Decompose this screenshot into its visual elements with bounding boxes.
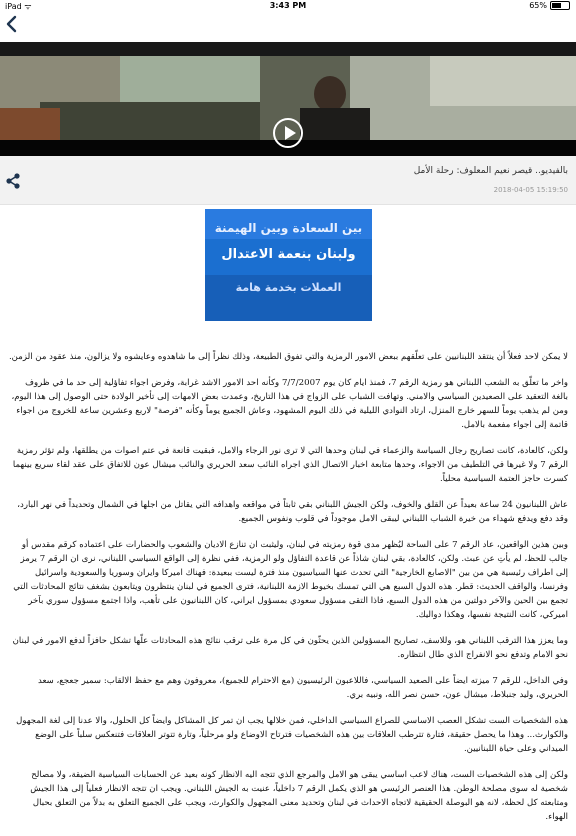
article-paragraph: وما يعزز هذا الترقب اللبناني هو، وللاسف، تصاريح المسؤولين الذين يحثّون في كل مرة على ترقب نتائج هذه المحادثات علّها تشكل حافزاً لدفع الامور في لبنان نحو الامام وتدفع نحو الانفراج الذي طال انتظاره.	[12, 636, 568, 660]
article-date: 2018-04-05 15:19:50	[493, 186, 568, 194]
battery-fill	[552, 3, 561, 8]
back-chevron-icon[interactable]	[4, 15, 20, 33]
status-bar	[0, 0, 576, 12]
carrier-label: iPad ᯤ	[5, 2, 32, 11]
article-title: بالفيديو.. قيصر نعيم المعلوف: رحلة الأمل	[413, 166, 568, 176]
article-paragraph: ولكن، كالعادة، كانت تصاريح رجال السياسة والزعماء في لبنان وحدها التي لا ترى نور الرجاء والامل، فبقيت قانعة في عتم اصوات من يطلقها، ولم تؤثر رمزية الرقم 7 ولا غيرها في التلطيف من الاجواء، وحدها متابعة اخبار الاتصال الذي اجراه النائب سعد الحريري والنائب ميشال عون للاتفاق على عقد لقاء سريع بينهما كسرت حاجز العتمة السياسية محلياً.	[12, 446, 568, 484]
article-paragraph: لا يمكن لاحد فعلاً أن ينتقد اللبنانيين على تعلّقهم ببعض الامور الرمزية والتي تفوق الطبيعة، وذلك نظراً إلى ما شاهدوه وعايشوه ولا يزالون، منذ عقود من الزمن.	[8, 352, 568, 362]
article-paragraph: وبين هذين الواقعين، عاد الرقم 7 على الساحة ليُظهر مدى قوة رمزيته في لبنان، وليثبت ان تنازع الاديان والشعوب والحضارات على اعتماده كرقم مقدس أو جالب للحظ، لم يأتِ عن عبث. ولكن، كالعادة، بقي لبنان شاذاً عن قاعدة التفاؤل ولو الرمزية، ففي نظرة إلى الواقع السياسي اللبناني، نرى ان الرقم 7 يرمز إلى اطراف رئيسية هي من بين "الاصابع الخارجية" التي تحدث عنها السياسيون منذ فترة ليست ببعيدة: فهناك اميركا وايران وسوريا والسعودية واسرائيل وفرنسا، والواقف الحديث: قطر. هذه الدول السبع هي التي تمسك بخيوط الازمة اللبنانية، فترى الجميع في لبنان ينتظرون ويتابعون بشغف نتائج المحادثات التي تجمع بين الحين والآخر دولتين من هذه الدول السبع، فاذا التقى مسؤول سعودي بمسؤول ايراني، كان اللبنانيون على تأهب، واذا اجتمع مسؤول سوري بآخر اميركي، كانت النتيجة نفسها، وهكذا دواليك.	[13, 540, 568, 620]
article-paragraph: عاش اللبنانيون 24 ساعة بعيداً عن القلق والخوف، ولكن الجيش اللبناني بقي ثابتاً في مواقعه واهدافه التي يقاتل من اجلها في الشمال وتحديداً في نهر البارد، وقد دفع ويدفع شهداء من خيرة الشباب اللبناني ليبقى الامل موجوداً في قلوب ونفوس الجميع.	[17, 500, 568, 524]
article-body	[8, 350, 568, 836]
banner-line-1: بين السعادة وبين الهيمنة	[214, 221, 363, 235]
share-icon[interactable]	[4, 172, 22, 190]
article-paragraph: ولكن إلى هذه الشخصيات الست، هناك لاعب اساسي يبقى هو الامل والمرجع الذي تتجه اليه الانظار كونه بعيد عن الحسابات السياسية الضيقة، ولا مصالح شخصية له سوى مصلحة الوطن. هذا العنصر الرئيسي هو الذي يكمل الرقم 7 داخلياً، عنيت به الجيش اللبناني. ويجب ان تتجه الانظار فعلياً إلى هذا الجيش ومتابعته كل لحظة، لانه هو البوصلة الحقيقية لاتجاه الاحداث في لبنان وتحديد معنى المجهول والكوارث، ويجب على الجميع التعلق به بدلاً من التعلق بحبال الهواء.	[30, 770, 568, 822]
article-paragraph: هذه الشخصيات الست تشكل العصب الاساسي للصراع السياسي الداخلي، فمن خلالها يجب ان تمر كل المشاكل وايضاً كل الحلول، والا عدنا إلى لغة المجهول والكوارث... وهذا ما يحصل حقيقة، فتارة تترطب العلاقات بين هذه الشخصيات فترتاح الاوضاع ولو مرحلياً، وتارة تتوتر العلاقات فتنعكس سلباً على الوضع الميداني وعلى حياة اللبنانيين.	[16, 716, 568, 754]
article-image	[205, 209, 372, 321]
video-player[interactable]	[0, 42, 576, 156]
battery-area	[529, 1, 570, 10]
article-info-bar	[0, 156, 576, 205]
article-paragraph: وفي الداخل، للرقم 7 ميزته ايضاً على الصعيد السياسي، فاللاعبون الرئيسيون (مع الاحترام للجميع)، معروفون وهم مع حفظ الالقاب: سمير جعجع، سعد الحريري، وليد جنبلاط، ميشال عون، حسن نصر الله، ونبيه بري.	[37, 676, 568, 700]
article-paragraph: واخر ما تعلّق به الشعب اللبناني هو رمزية الرقم 7، فمنذ ايام كان يوم 7/7/2007 وكأنه احد الامور الاشد غرابة، وفرض اجواء تفاؤلية إلى حد ما في ظروف بالغة التعقيد على الصعيدين السياسي والامني. وتهافت الشباب على الزواج في هذا التاريخ، وعمدت بعض الامهات إلى تأخير الولادة حتى الوصول إلى هذا اليوم، ومن لم يذهب يوماً للسهر خارج المنزل، ارتاد النوادي الليلية في ذلك اليوم المشهود، وعاش الجميع يوماً وكأنه "فرصة" لاربع وعشرين ساعة للخروج من اجواء قاتمة إلى اجواء مفعمة بالامل.	[11, 378, 568, 430]
banner-line-2: ولبنان بنعمة الاعتدال	[221, 247, 356, 262]
banner-line-3: العملات بخدمة هامة	[235, 281, 342, 294]
clock: 3:43 PM	[269, 1, 307, 10]
play-button[interactable]	[273, 118, 303, 148]
battery-percent: 65%	[529, 1, 547, 10]
battery-icon	[550, 1, 570, 10]
